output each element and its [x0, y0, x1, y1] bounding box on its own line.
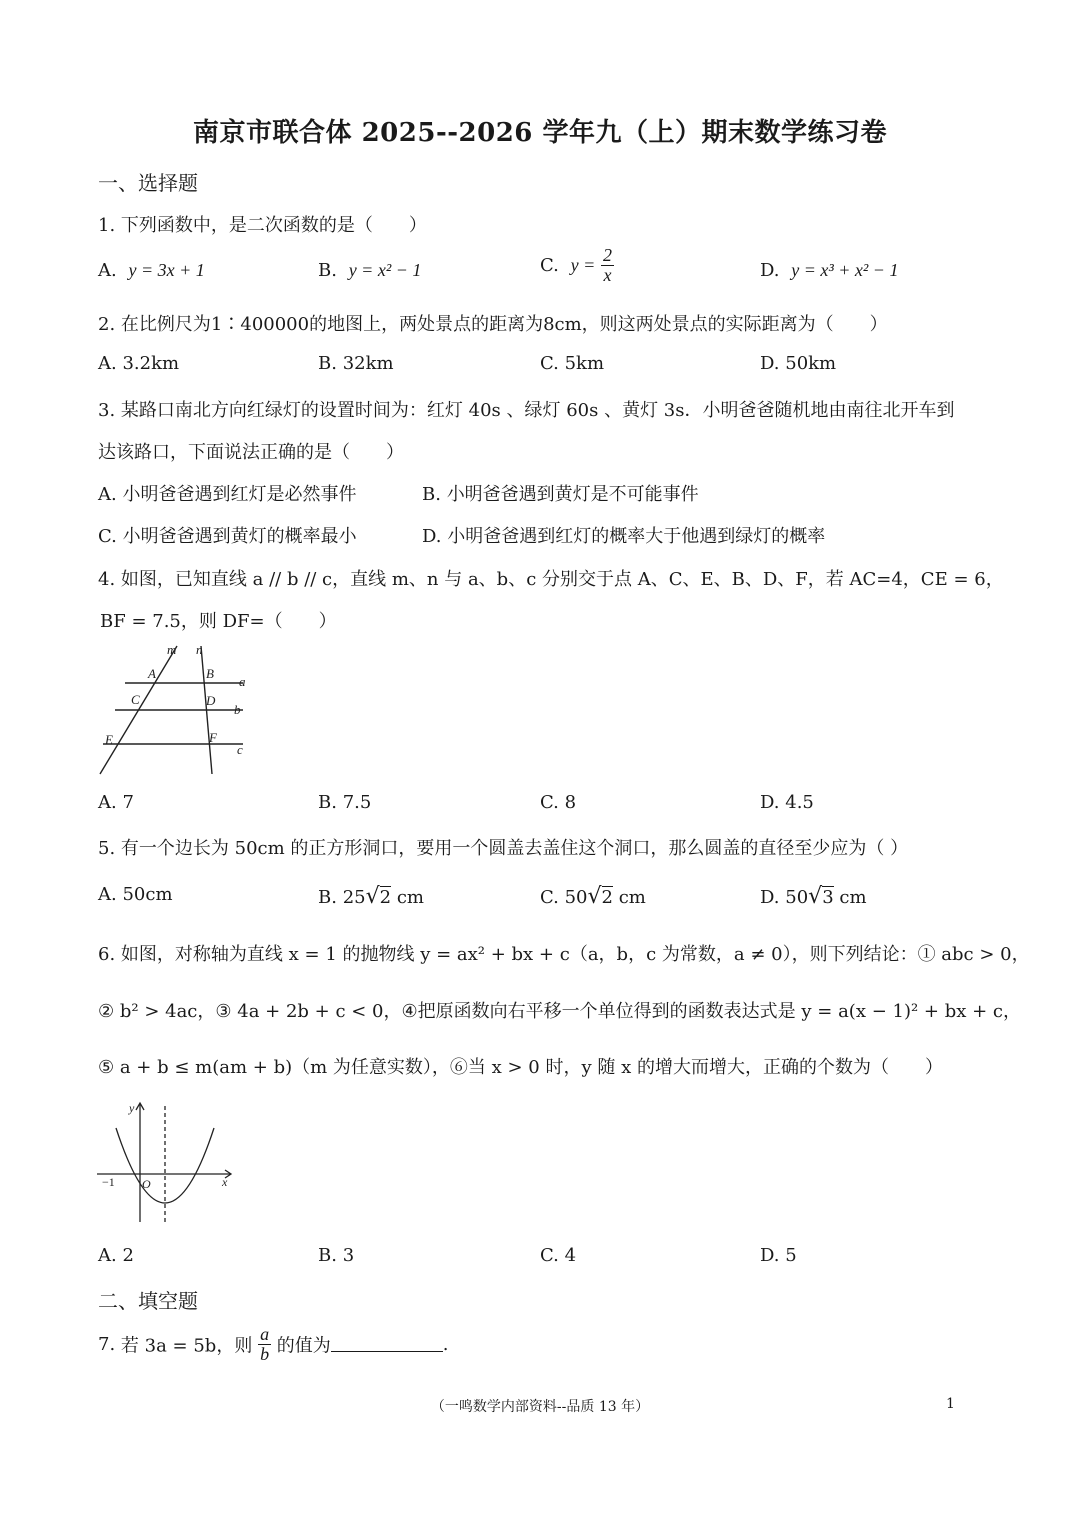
q2-option-b: B. 32km	[318, 353, 394, 374]
label-C: C	[131, 692, 140, 707]
fraction: $\frac{a}{b}$	[260, 1324, 270, 1364]
page-number: 1	[946, 1396, 955, 1412]
label-b: b	[234, 702, 241, 717]
label-n: n	[196, 642, 203, 657]
fraction: $\frac{2}{x}$	[602, 245, 612, 285]
question-5	[98, 834, 908, 860]
label-a: a	[239, 674, 246, 689]
question-3-line2: 达该路口，下面说法正确的是（ ）	[98, 442, 404, 463]
label-D: D	[206, 693, 216, 708]
label-x: x	[222, 1175, 228, 1189]
question-number: 7.	[98, 1333, 116, 1355]
question-number: 5.	[98, 838, 116, 859]
q1-option-b: B. y = x² − 1	[318, 260, 422, 281]
label-A: A	[148, 666, 156, 681]
q4-option-b: B. 7.5	[318, 792, 372, 813]
question-stem: 在比例尺为1∶400000的地图上，两处景点的距离为8cm，则这两处景点的实际距离为（ ）	[120, 314, 888, 335]
question-1	[98, 211, 427, 237]
q2-option-d: D. 50km	[760, 353, 837, 374]
question-6-line3: ⑤ a + b ≤ m(am + b)（m 为任意实数），⑥当 x > 0 时，y 随 x 的增大而增大，正确的个数为（ ）	[98, 1057, 943, 1078]
label-m: m	[167, 642, 177, 657]
parallel-lines-figure	[95, 640, 255, 780]
section-heading-choice: 一、选择题	[98, 171, 198, 195]
question-number: 4.	[98, 569, 116, 590]
page-title: 南京市联合体 2025--2026 学年九（上）期末数学练习卷	[193, 118, 887, 148]
question-stem: 下列函数中，是二次函数的是（ ）	[120, 215, 427, 236]
q6-option-d: D. 5	[760, 1245, 797, 1266]
question-stem: 有一个边长为 50cm 的正方形洞口，要用一个圆盖去盖住这个洞口，那么圆盖的直径至少应为（ ）	[120, 838, 909, 859]
question-number: 1.	[98, 215, 116, 236]
label-F: F	[209, 730, 217, 745]
question-stem: 如图，已知直线 a // b // c，直线 m、n 与 a、b、c 分别交于点 A、C、E、B、D、F，若 AC=4，CE = 6，	[120, 569, 1004, 590]
question-3	[98, 396, 955, 422]
q4-option-c: C. 8	[540, 792, 577, 813]
question-number: 6.	[98, 944, 116, 965]
question-6-line2: ② b² > 4ac，③ 4a + 2b + c < 0，④把原函数向右平移一个单位得到的函数表达式是 y = a(x − 1)² + bx + c，	[98, 1001, 1021, 1022]
q4-option-d: D. 4.5	[760, 792, 814, 813]
question-4-line2: BF = 7.5，则 DF=（ ）	[100, 611, 337, 632]
question-stem: 某路口南北方向红绿灯的设置时间为：红灯 40s 、绿灯 60s 、黄灯 3s．小明爸爸随机地由南往北开车到	[120, 400, 955, 421]
question-number: 3.	[98, 400, 116, 421]
section-heading-fill: 二、填空题	[98, 1289, 198, 1313]
parabola-figure	[92, 1098, 242, 1228]
question-stem: 如图，对称轴为直线 x = 1 的抛物线 y = ax² + bx + c（a，b，c 为常数，a ≠ 0），则下列结论：① abc > 0，	[120, 944, 1030, 965]
question-number: 2.	[98, 314, 116, 335]
q6-option-c: C. 4	[540, 1245, 577, 1266]
label-origin: O	[142, 1177, 151, 1191]
q1-option-c: C. y = $\frac{2}{x}$	[540, 245, 612, 285]
label-minus-one: −1	[102, 1175, 115, 1189]
label-c: c	[237, 742, 243, 757]
label-B: B	[206, 666, 214, 681]
q5-option-b: B. 25√2 cm	[318, 884, 424, 909]
q4-option-a: A. 7	[98, 792, 134, 813]
question-7: 7. 若 3a = 5b，则 $\frac{a}{b}$ 的值为 .	[98, 1324, 449, 1364]
q2-option-a: A. 3.2km	[98, 353, 180, 374]
q3-option-c: C. 小明爸爸遇到黄灯的概率最小	[98, 526, 357, 547]
question-4	[98, 565, 1004, 591]
question-2	[98, 310, 888, 336]
answer-blank[interactable]	[331, 1337, 443, 1352]
q2-option-c: C. 5km	[540, 353, 605, 374]
label-y: y	[129, 1101, 135, 1115]
q3-option-d: D. 小明爸爸遇到红灯的概率大于他遇到绿灯的概率	[422, 526, 826, 547]
q1-option-a: A. y = 3x + 1	[98, 260, 205, 281]
footer-note: （一鸣数学内部资料--品质 13 年）	[430, 1399, 650, 1415]
q1-option-d: D. y = x³ + x² − 1	[760, 260, 899, 281]
q3-option-a: A. 小明爸爸遇到红灯是必然事件	[98, 484, 357, 505]
q5-option-d: D. 50√3 cm	[760, 884, 867, 909]
q6-option-b: B. 3	[318, 1245, 355, 1266]
q5-option-a: A. 50cm	[98, 884, 173, 905]
q3-option-b: B. 小明爸爸遇到黄灯是不可能事件	[422, 484, 699, 505]
q5-option-c: C. 50√2 cm	[540, 884, 646, 909]
label-E: E	[105, 732, 113, 747]
question-6	[98, 940, 1030, 966]
q6-option-a: A. 2	[98, 1245, 134, 1266]
